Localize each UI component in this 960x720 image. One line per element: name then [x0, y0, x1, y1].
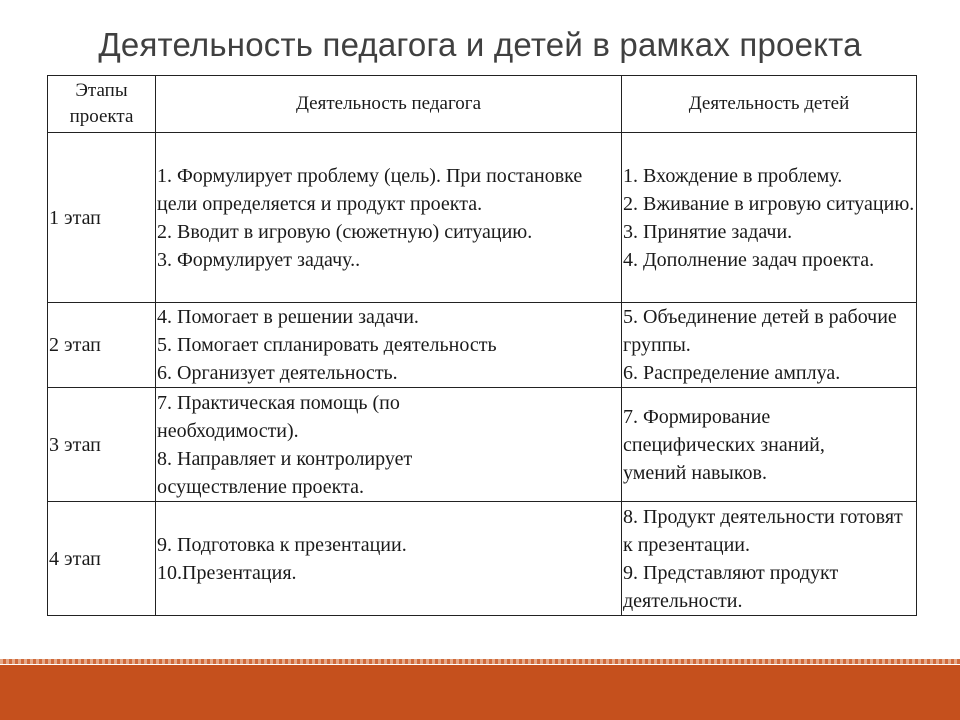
header-children-activity: Деятельность детей — [622, 76, 917, 133]
teacher-activity-item: 9. Подготовка к презентации. — [157, 533, 407, 556]
teacher-activity-item: 2. Вводит в игровую (сюжетную) ситуацию. — [157, 220, 533, 243]
children-activity-item: 6. Распределение амплуа. — [623, 362, 841, 384]
children-activity-item: 5. Объединение детей в рабочие группы. — [623, 306, 897, 356]
teacher-activity-item: 4. Помогает в решении задачи. — [157, 306, 419, 328]
header-teacher-activity: Деятельность педагога — [156, 76, 622, 133]
teacher-activity-item: 3. Формулирует задачу.. — [157, 248, 361, 271]
teacher-activity-item: 7. Практическая помощь (по необходимости). — [157, 391, 400, 442]
table-row — [48, 502, 917, 616]
teacher-activity-cell — [156, 133, 622, 303]
teacher-activity-cell — [156, 502, 622, 616]
slide-title: Деятельность педагога и детей в рамках проекта — [98, 26, 862, 63]
table-row — [48, 303, 917, 388]
table-header-row — [48, 76, 917, 133]
header-stage: Этапы проекта — [48, 76, 156, 133]
stage-cell: 2 этап — [48, 303, 156, 388]
teacher-activity-item: 6. Организует деятельность. — [157, 362, 398, 384]
teacher-activity-item: 10.Презентация. — [157, 561, 297, 584]
table-row — [48, 133, 917, 303]
children-activity-item: 9. Представляют продукт деятельности. — [623, 561, 839, 612]
footer-band — [0, 665, 960, 720]
stage-cell: 4 этап — [48, 502, 156, 616]
teacher-activity-cell — [156, 303, 622, 388]
children-activity-item: 7. Формирование специфических знаний, умений навыков. — [623, 405, 825, 484]
project-activity-table — [47, 75, 917, 616]
teacher-activity-item: 5. Помогает спланировать деятельность — [157, 334, 497, 356]
children-activity-cell — [622, 388, 917, 502]
table-row — [48, 388, 917, 502]
teacher-activity-cell — [156, 388, 622, 502]
stage-cell: 3 этап — [48, 388, 156, 502]
children-activity-item: 4. Дополнение задач проекта. — [623, 248, 875, 271]
children-activity-item: 3. Принятие задачи. — [623, 220, 793, 243]
footer-stripe — [0, 659, 960, 664]
children-activity-cell — [622, 133, 917, 303]
teacher-activity-item: 8. Направляет и контролирует осуществление проекта. — [157, 447, 413, 498]
children-activity-cell — [622, 303, 917, 388]
children-activity-item: 2. Вживание в игровую ситуацию. — [623, 192, 915, 215]
teacher-activity-item: 1. Формулирует проблему (цель). При постановке цели определяется и продукт проекта. — [157, 164, 583, 215]
children-activity-item: 8. Продукт деятельности готовят к презентации. — [623, 505, 903, 556]
stage-cell: 1 этап — [48, 133, 156, 303]
children-activity-cell — [622, 502, 917, 616]
children-activity-item: 1. Вхождение в проблему. — [623, 164, 843, 187]
